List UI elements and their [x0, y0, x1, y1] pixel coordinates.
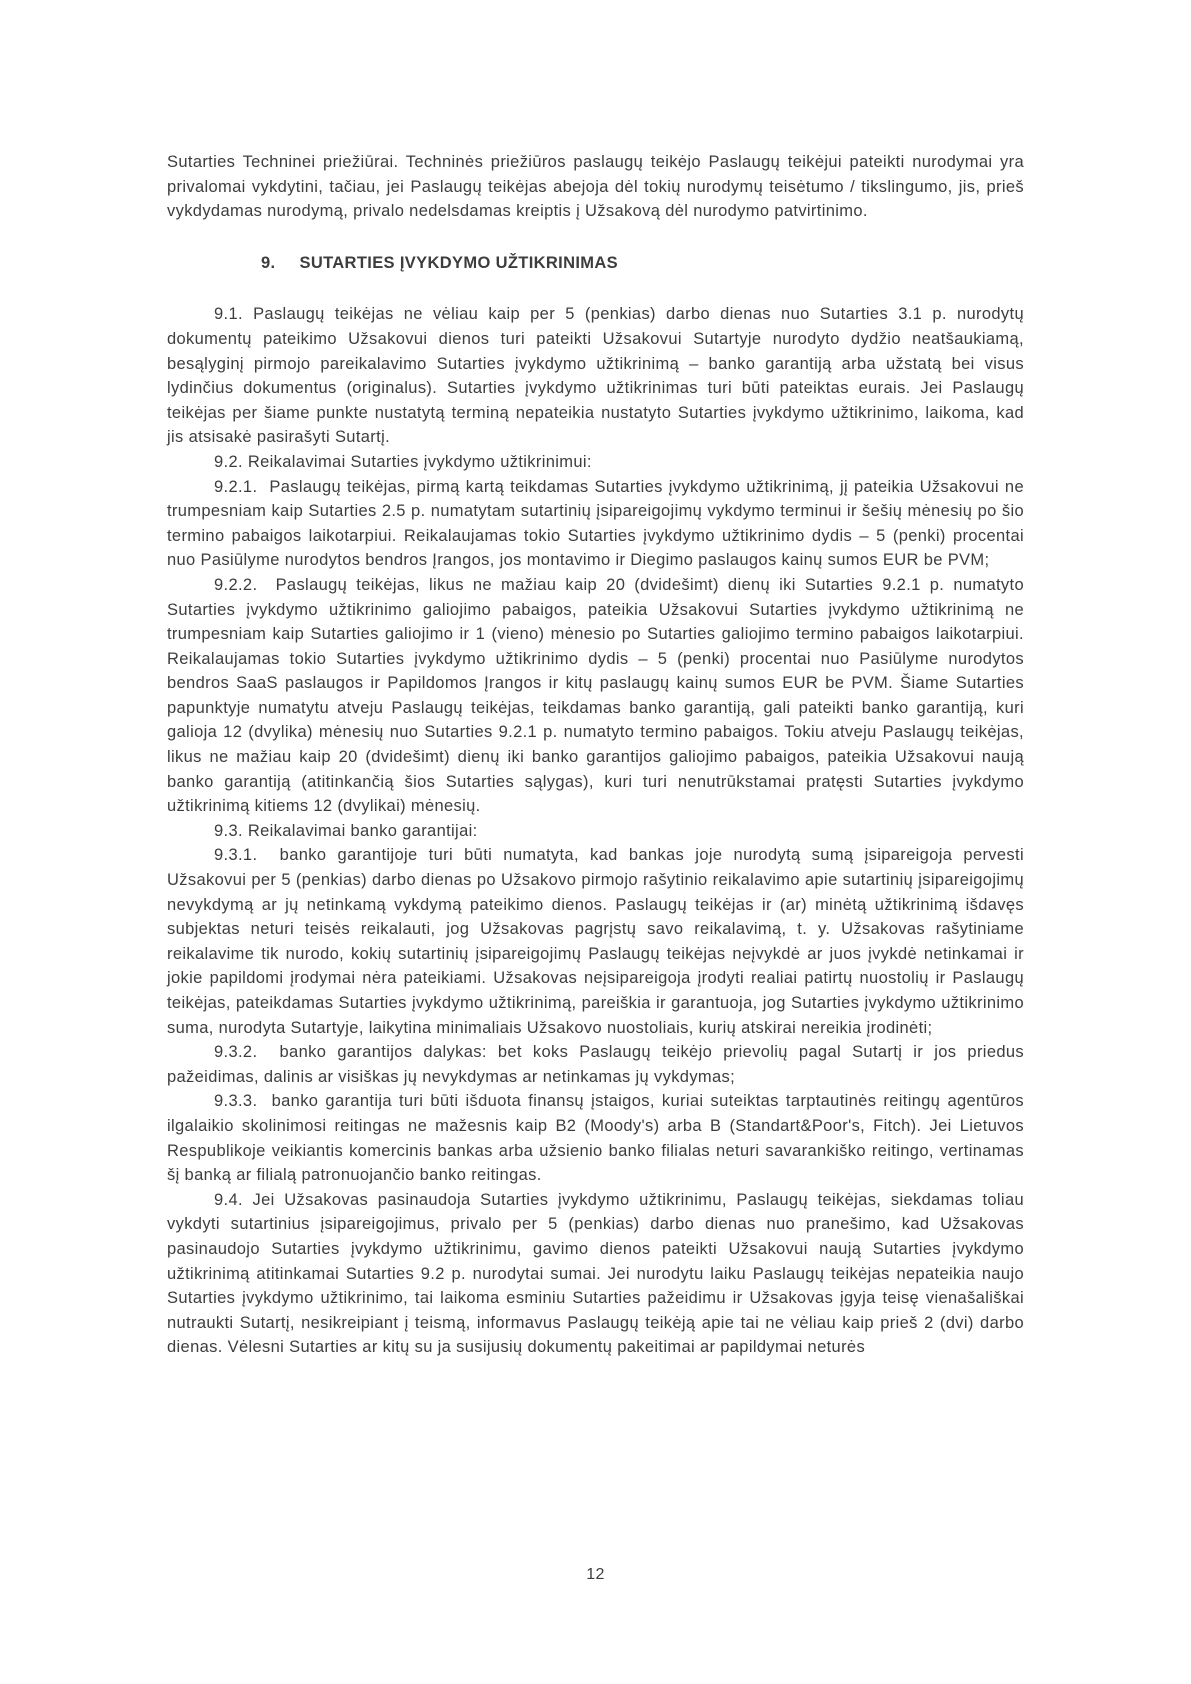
page-number: 12	[586, 1566, 605, 1584]
section-title: SUTARTIES ĮVYKDYMO UŽTIKRINIMAS	[299, 253, 619, 272]
paragraph-9-2-1: 9.2.1. Paslaugų teikėjas, pirmą kartą teikdamas Sutarties įvykdymo užtikrinimą, jį pateikia Užsakovui ne trumpesniam kaip Sutarties 2.5 p. numatytam sutartinių įsipareigojimų vykdymo terminui ir šešių mėnesių po šio termino pabaigos laikotarpiui. Reikalaujamas tokio Sutarties įvykdymo užtikrinimo dydis – 5 (penki) procentai nuo Pasiūlyme nurodytos bendros Įrangos, jos montavimo ir Diegimo paslaugos kainų sumos EUR be PVM;	[167, 477, 1024, 570]
paragraph-9-3: 9.3. Reikalavimai banko garantijai:	[214, 821, 478, 840]
paragraph-9-3-2: 9.3.2. banko garantijos dalykas: bet koks Paslaugų teikėjo prievolių pagal Sutartį ir jos priedus pažeidimas, dalinis ar visiškas jų nevykdymas ar netinkamas jų vykdymas;	[167, 1043, 1024, 1086]
paragraph-9-1: 9.1. Paslaugų teikėjas ne vėliau kaip per 5 (penkias) darbo dienas nuo Sutarties 3.1 p. nurodytų dokumentų pateikimo Užsakovui dienos turi pateikti Užsakovui Sutartyje nurodyto dydžio neatšaukiamą, besąlyginį pirmojo pareikalavimo Sutarties įvykdymo užtikrinimą – banko garantiją arba užstatą bei visus lydinčius dokumentus (originalus). Sutarties įvykdymo užtikrinimas turi būti pateiktas eurais. Jei Paslaugų teikėjas per šiame punkte nustatytą terminą nepateikia nustatyto Sutarties įvykdymo užtikrinimo, laikoma, kad jis atsisakė pasirašyti Sutartį.	[167, 305, 1024, 447]
section-number: 9.	[261, 253, 276, 272]
paragraph-9-3-3: 9.3.3. banko garantija turi būti išduota finansų įstaigos, kuriai suteiktas tarptautinės reitingų agentūros ilgalaikio skolinimosi reitingas ne mažesnis kaip B2 (Moody's) arba B (Standart&Poor's, Fitch). Jei Lietuvos Respublikoje veikiantis komercinis bankas arba užsienio banko filialas neturi savarankiško reitingo, vertinamas šį banką ar filialą patronuojančio banko reitingas.	[167, 1092, 1024, 1185]
paragraph-9-3-1: 9.3.1. banko garantijoje turi būti numatyta, kad bankas joje nurodytą sumą įsipareigoja pervesti Užsakovui per 5 (penkias) darbo dienas po Užsakovo pirmojo rašytinio reikalavimo apie sutartinių įsipareigojimų nevykdymą ar jų netinkamą vykdymą pateikimo dienos. Paslaugų teikėjas ir (ar) minėtą užtikrinimą išdavęs subjektas neturi teisės reikalauti, jog Užsakovas pagrįstų savo reikalavimą, t. y. Užsakovas rašytiniame reikalavime tik nurodo, kokių sutartinių įsipareigojimų Paslaugų teikėjas neįvykdė ar juos įvykdė netinkamai ir jokie papildomi įrodymai nėra pateikiami. Užsakovas neįsipareigoja įrodyti realiai patirtų nuostolių ir Paslaugų teikėjas, pateikdamas Sutarties įvykdymo užtikrinimą, pareiškia ir garantuoja, jog Sutarties įvykdymo užtikrinimo suma, nurodyta Sutartyje, laikytina minimaliais Užsakovo nuostoliais, kurių atskirai nereikia įrodinėti;	[167, 846, 1024, 1037]
paragraph-intro: Sutarties Techninei priežiūrai. Techninės priežiūros paslaugų teikėjo Paslaugų teikėjui pateikti nurodymai yra privalomai vykdytini, tačiau, jei Paslaugų teikėjas abejoja dėl tokių nurodymų teisėtumo / tikslingumo, jis, prieš vykdydamas nurodymą, privalo nedelsdamas kreiptis į Užsakovą dėl nurodymo patvirtinimo.	[167, 153, 1024, 221]
paragraph-9-4: 9.4. Jei Užsakovas pasinaudoja Sutarties įvykdymo užtikrinimu, Paslaugų teikėjas, siekdamas toliau vykdyti sutartinius įsipareigojimus, privalo per 5 (penkias) darbo dienas nuo pranešimo, kad Užsakovas pasinaudojo Sutarties įvykdymo užtikrinimu, gavimo dienos pateikti Užsakovui naują Sutarties įvykdymo užtikrinimą atitinkamai Sutarties 9.2 p. nurodytai sumai. Jei nurodytu laiku Paslaugų teikėjas nepateikia naujo Sutarties įvykdymo užtikrinimo, tai laikoma esminiu Sutarties pažeidimu ir Užsakovas įgyja teisę vienašališkai nutraukti Sutartį, nesikreipiant į teismą, informavus Paslaugų teikėją apie tai ne vėliau kaip prieš 2 (dvi) darbo dienas. Vėlesni Sutarties ar kitų su ja susijusių dokumentų pakeitimai ar papildymai neturės	[167, 1190, 1024, 1357]
section-heading	[167, 251, 1024, 276]
paragraph-9-2-2: 9.2.2. Paslaugų teikėjas, likus ne mažiau kaip 20 (dvidešimt) dienų iki Sutarties 9.2.1 p. numatyto Sutarties įvykdymo užtikrinimo galiojimo pabaigos, pateikia Užsakovui Sutarties įvykdymo užtikrinimą ne trumpesniam kaip Sutarties galiojimo ir 1 (vieno) mėnesio po Sutarties galiojimo termino pabaigos laikotarpiui. Reikalaujamas tokio Sutarties įvykdymo užtikrinimo dydis – 5 (penki) procentai nuo Pasiūlyme nurodytos bendros SaaS paslaugos ir Papildomos Įrangos ir kitų paslaugų kainų sumos EUR be PVM. Šiame Sutarties papunktyje numatytu atveju Paslaugų teikėjas, teikdamas banko garantiją, gali pateikti banko garantiją, kuri galioja 12 (dvylika) mėnesių nuo Sutarties 9.2.1 p. numatyto termino pabaigos. Tokiu atveju Paslaugų teikėjas, likus ne mažiau kaip 20 (dvidešimt) dienų iki banko garantijos galiojimo pabaigos, pateikia Užsakovui naują banko garantiją (atitinkančią šios Sutarties sąlygas), kuri turi nenutrūkstamai pratęsti Sutarties įvykdymo užtikrinimą kitiems 12 (dvylikai) mėnesių.	[167, 575, 1024, 816]
paragraph-9-2: 9.2. Reikalavimai Sutarties įvykdymo užtikrinimui:	[214, 452, 592, 471]
